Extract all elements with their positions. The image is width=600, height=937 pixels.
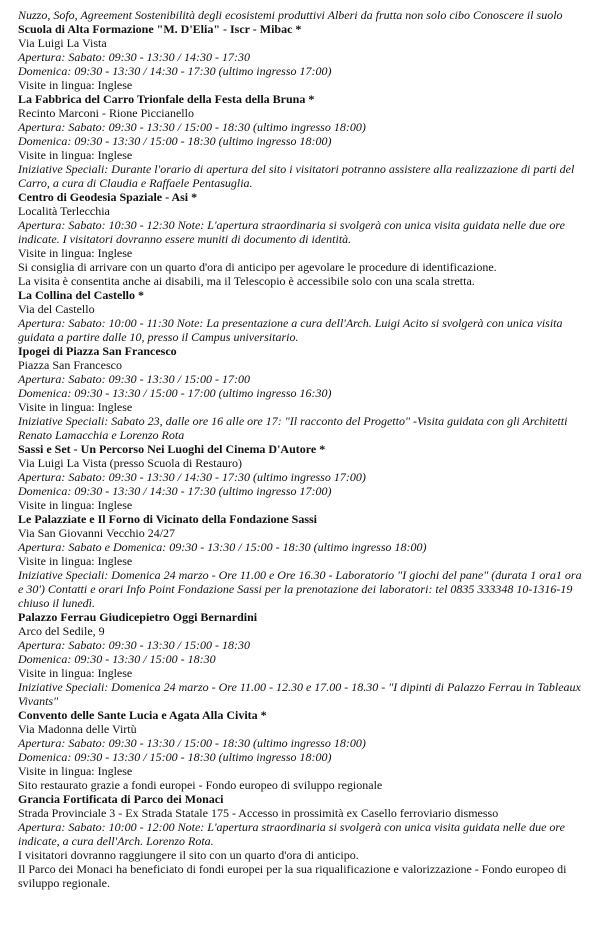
site-title: Convento delle Sante Lucia e Agata Alla Civita * <box>18 708 267 722</box>
site-detail-italic: Domenica: 09:30 - 13:30 / 14:30 - 17:30 (ultimo ingresso 17:00) <box>18 64 332 78</box>
site-detail-italic: Apertura: Sabato: 09:30 - 13:30 / 15:00 - 18:30 <box>18 638 250 652</box>
site-detail-italic: Apertura: Sabato: 09:30 - 13:30 / 14:30 - 17:30 (ultimo ingresso 17:00) <box>18 470 366 484</box>
site-title: Palazzo Ferrau Giudicepietro Oggi Bernardini <box>18 610 258 624</box>
site-detail: Si consiglia di arrivare con un quarto d'ora di anticipo per agevolare le procedure di identificazione. <box>18 260 497 274</box>
site-detail: Visite in lingua: Inglese <box>18 554 133 568</box>
site-title: Scuola di Alta Formazione "M. D'Elia" - Iscr - Mibac * <box>18 22 302 36</box>
site-entry <box>18 792 582 890</box>
site-title: Grancia Fortificata di Parco dei Monaci <box>18 792 224 806</box>
site-entry <box>18 190 582 288</box>
site-detail: Strada Provinciale 3 - Ex Strada Statale 175 - Accesso in prossimità ex Casello ferroviario dismesso <box>18 806 499 820</box>
site-detail-italic: Apertura: Sabato: 09:30 - 13:30 / 15:00 - 17:00 <box>18 372 250 386</box>
site-detail: Visite in lingua: Inglese <box>18 148 133 162</box>
site-entry <box>18 22 582 92</box>
site-detail: Via del Castello <box>18 302 95 316</box>
site-entry <box>18 708 582 792</box>
site-detail-italic: Apertura: Sabato: 09:30 - 13:30 / 14:30 - 17:30 <box>18 50 250 64</box>
site-entry <box>18 344 582 442</box>
site-detail: La visita è consentita anche ai disabili, ma il Telescopio è accessibile solo con una scala stretta. <box>18 274 475 288</box>
site-entry <box>18 442 582 512</box>
site-entry <box>18 92 582 190</box>
site-title: Sassi e Set - Un Percorso Nei Luoghi del Cinema D'Autore * <box>18 442 326 456</box>
site-detail: Via Luigi La Vista <box>18 36 107 50</box>
site-detail: Visite in lingua: Inglese <box>18 78 133 92</box>
site-detail-italic: Apertura: Sabato e Domenica: 09:30 - 13:30 / 15:00 - 18:30 (ultimo ingresso 18:00) <box>18 540 427 554</box>
site-detail-italic: Domenica: 09:30 - 13:30 / 15:00 - 17:00 (ultimo ingresso 16:30) <box>18 386 332 400</box>
site-entry <box>18 512 582 610</box>
site-detail-italic: Iniziative Speciali: Sabato 23, dalle ore 16 alle ore 17: "Il racconto del Progetto" -Visita guidata con gli Architetti Renato Lamacchia e Lorenzo Rota <box>18 414 568 442</box>
top-note: Nuzzo, Sofo, Agreement Sostenibilità degli ecosistemi produttivi Alberi da frutta non solo cibo Conoscere il suolo <box>18 8 563 22</box>
site-detail: Via Luigi La Vista (presso Scuola di Restauro) <box>18 456 242 470</box>
site-detail-italic: Domenica: 09:30 - 13:30 / 14:30 - 17:30 (ultimo ingresso 17:00) <box>18 484 332 498</box>
site-list <box>18 22 582 890</box>
site-detail: Visite in lingua: Inglese <box>18 400 133 414</box>
site-detail: Via Madonna delle Virtù <box>18 722 137 736</box>
site-detail-italic: Iniziative Speciali: Domenica 24 marzo - Ore 11.00 e Ore 16.30 - Laboratorio "I giochi del pane" (durata 1 ora1 ora e 30') Contatti e orari Info Point Fondazione Sassi per la prenotazione dei laboratori: tel 0835 333348 10-1316-19 chiuso il lunedì. <box>18 568 582 610</box>
site-detail-italic: Domenica: 09:30 - 13:30 / 15:00 - 18:30 (ultimo ingresso 18:00) <box>18 134 332 148</box>
site-title: Ipogei di Piazza San Francesco <box>18 344 177 358</box>
site-detail: Visite in lingua: Inglese <box>18 498 133 512</box>
site-detail: Località Terlecchia <box>18 204 110 218</box>
site-title: La Collina del Castello * <box>18 288 145 302</box>
site-detail: Arco del Sedile, 9 <box>18 624 105 638</box>
site-title: Centro di Geodesia Spaziale - Asi * <box>18 190 198 204</box>
site-detail-italic: Apertura: Sabato: 10:00 - 11:30 Note: La presentazione a cura dell'Arch. Luigi Acito si svolgerà con unica visita guidata a partire dalle 10, presso il Campus universitario. <box>18 316 563 344</box>
site-detail: Visite in lingua: Inglese <box>18 666 133 680</box>
site-detail: Piazza San Francesco <box>18 358 122 372</box>
site-title: La Fabbrica del Carro Trionfale della Festa della Bruna * <box>18 92 315 106</box>
site-detail: Visite in lingua: Inglese <box>18 246 133 260</box>
site-title: Le Palazziate e Il Forno di Vicinato della Fondazione Sassi <box>18 512 317 526</box>
site-detail-italic: Iniziative Speciali: Durante l'orario di apertura del sito i visitatori potranno assistere alla realizzazione di parti del Carro, a cura di Claudia e Raffaele Pentasuglia. <box>18 162 575 190</box>
site-entry <box>18 610 582 708</box>
site-detail: Visite in lingua: Inglese <box>18 764 133 778</box>
site-detail-italic: Apertura: Sabato: 10:30 - 12:30 Note: L'apertura straordinaria si svolgerà con unica visita guidata nelle due ore indicate. I visitatori dovranno essere muniti di documento di identità. <box>18 218 565 246</box>
site-detail-italic: Domenica: 09:30 - 13:30 / 15:00 - 18:30 <box>18 652 216 666</box>
site-detail: I visitatori dovranno raggiungere il sito con un quarto d'ora di anticipo. <box>18 848 359 862</box>
site-detail-italic: Domenica: 09:30 - 13:30 / 15:00 - 18:30 (ultimo ingresso 18:00) <box>18 750 332 764</box>
site-detail: Il Parco dei Monaci ha beneficiato di fondi europei per la sua riqualificazione e valorizzazione - Fondo europeo di sviluppo regionale. <box>18 862 567 890</box>
site-detail-italic: Apertura: Sabato: 10:00 - 12:00 Note: L'apertura straordinaria si svolgerà con unica visita guidata nelle due ore indicate, a cura dell'Arch. Lorenzo Rota. <box>18 820 565 848</box>
site-detail: Recinto Marconi - Rione Piccianello <box>18 106 194 120</box>
site-detail-italic: Apertura: Sabato: 09:30 - 13:30 / 15:00 - 18:30 (ultimo ingresso 18:00) <box>18 736 366 750</box>
site-detail: Sito restaurato grazie a fondi europei - Fondo europeo di sviluppo regionale <box>18 778 383 792</box>
site-detail-italic: Iniziative Speciali: Domenica 24 marzo - Ore 11.00 - 12.30 e 17.00 - 18.30 - "I dipinti di Palazzo Ferrau in Tableaux Vivants" <box>18 680 581 708</box>
site-entry <box>18 288 582 344</box>
site-detail: Via San Giovanni Vecchio 24/27 <box>18 526 176 540</box>
site-detail-italic: Apertura: Sabato: 09:30 - 13:30 / 15:00 - 18:30 (ultimo ingresso 18:00) <box>18 120 366 134</box>
